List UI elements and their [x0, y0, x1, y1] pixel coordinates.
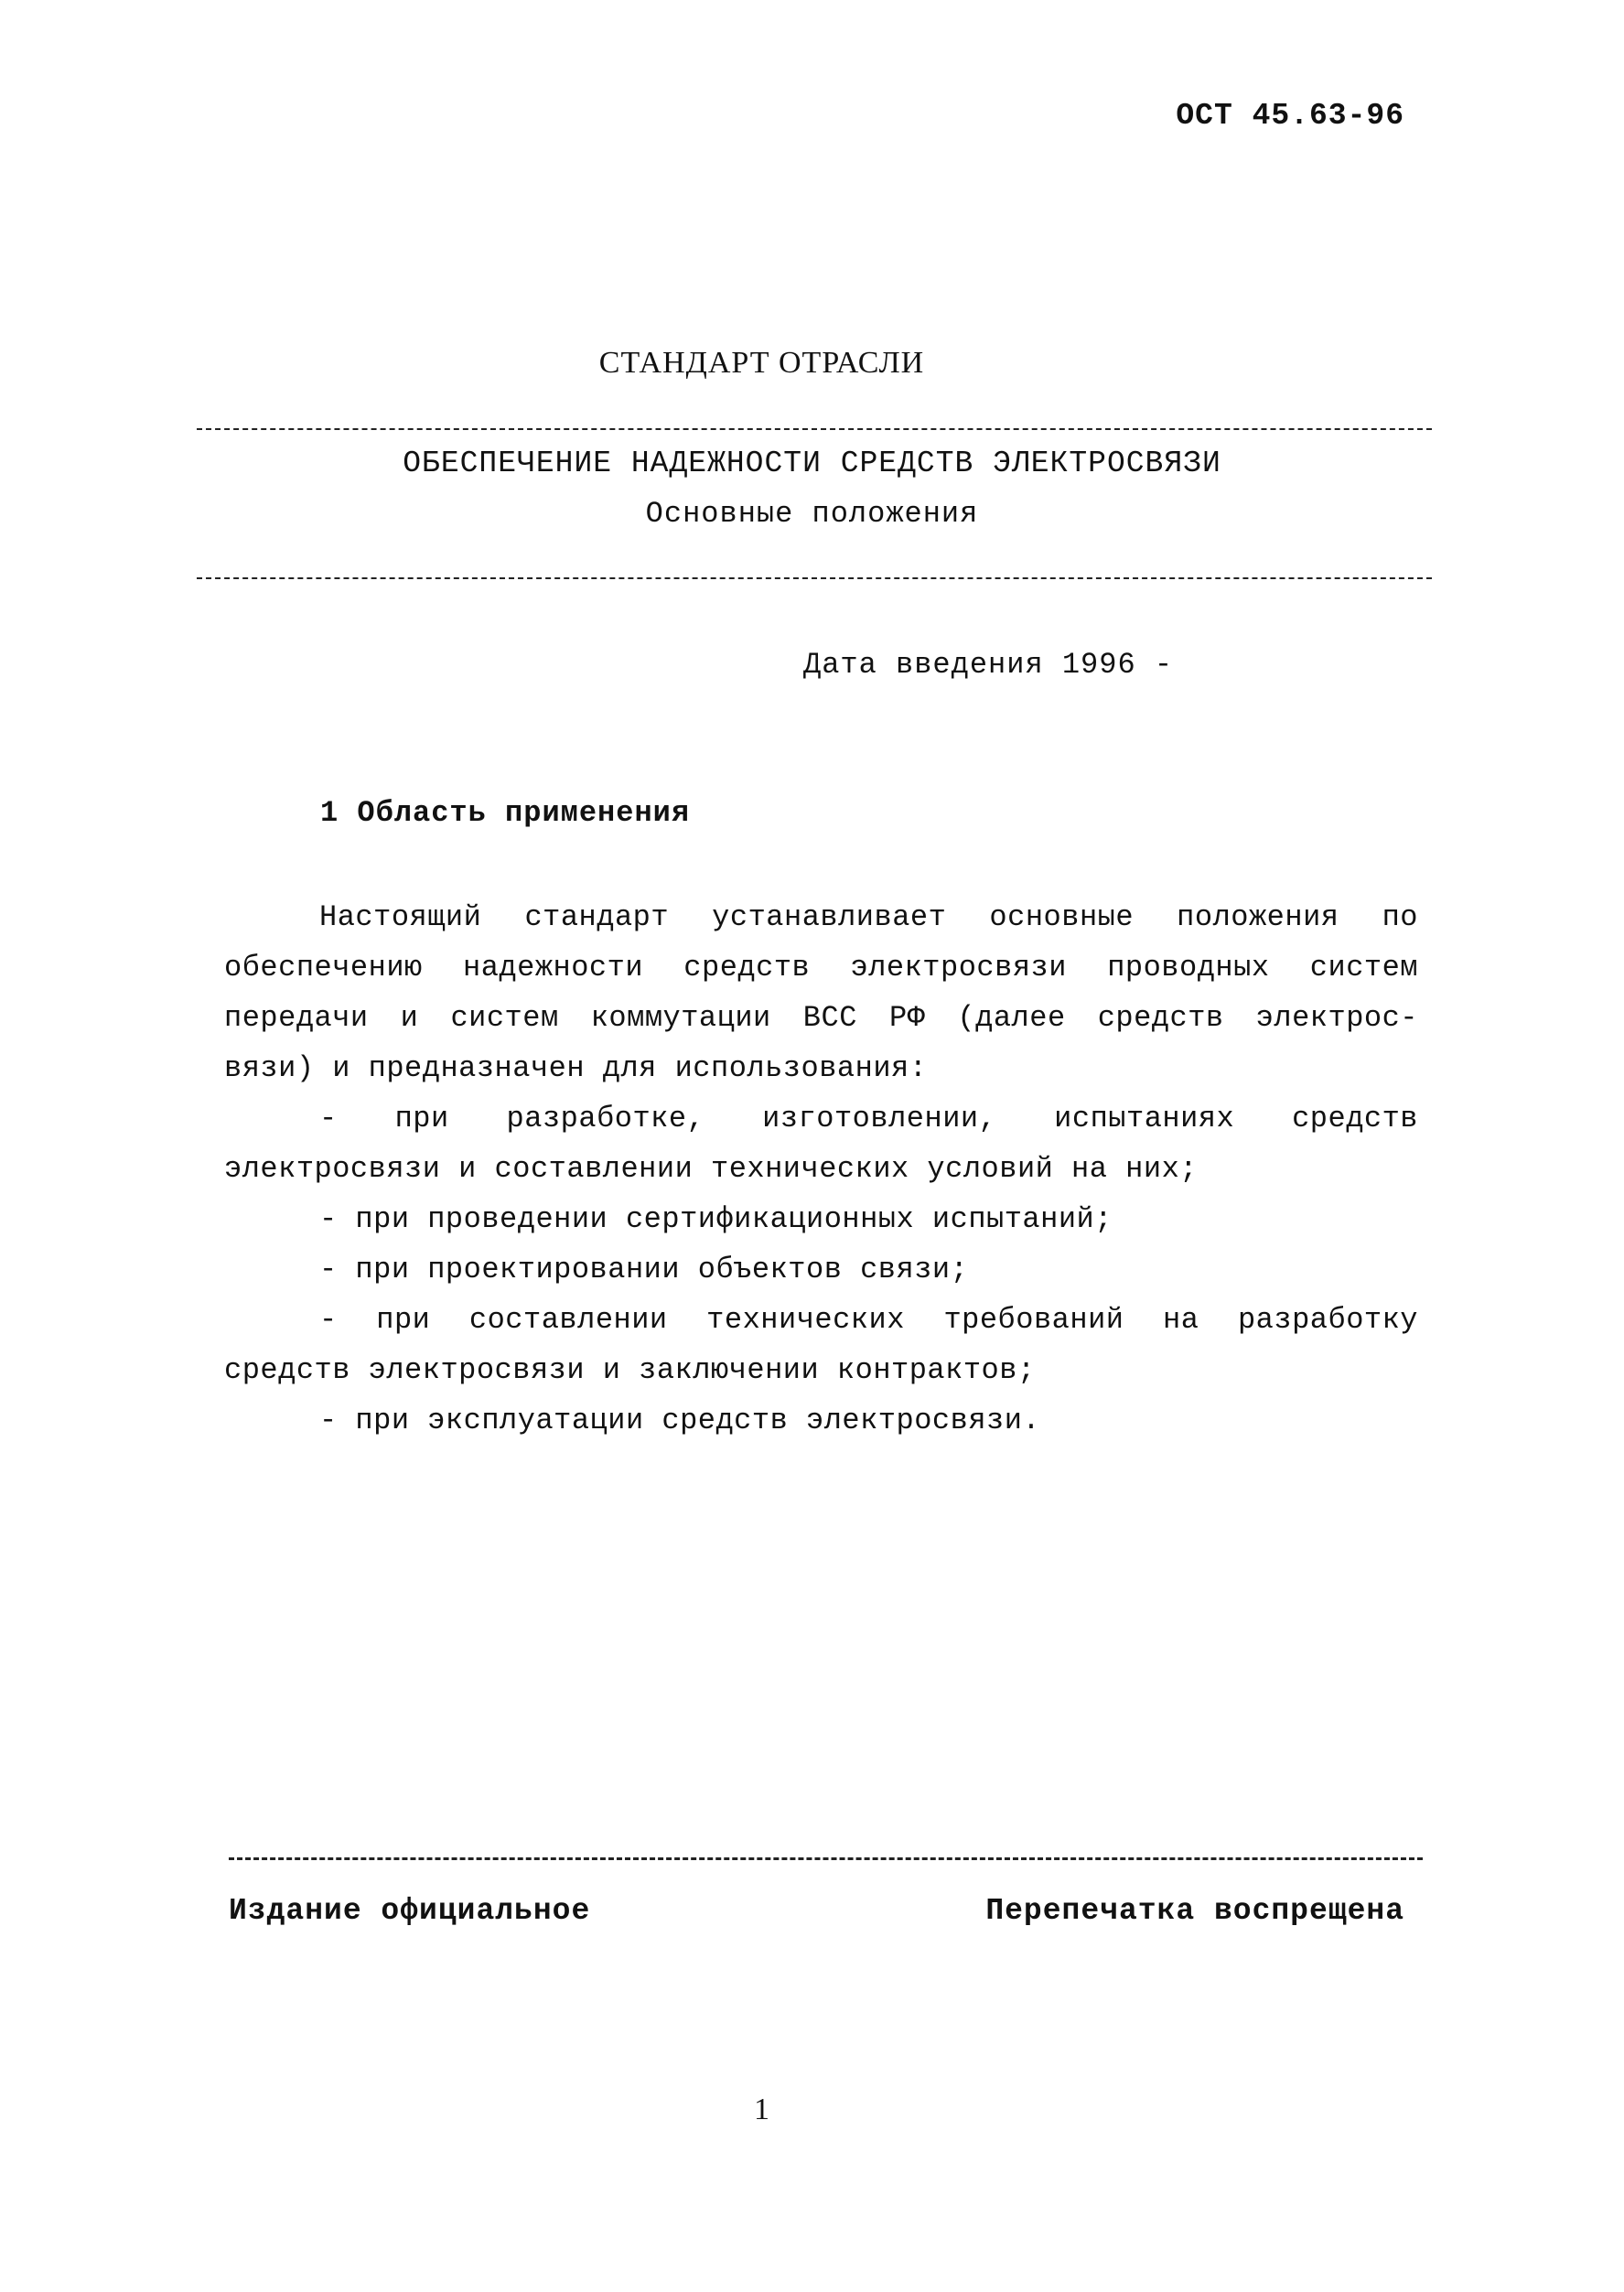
footer-rule	[229, 1857, 1423, 1860]
title-bottom-rule	[197, 577, 1432, 579]
document-title: ОБЕСПЕЧЕНИЕ НАДЕЖНОСТИ СРЕДСТВ ЭЛЕКТРОСВЯЗИ	[403, 447, 1221, 480]
title-top-rule	[197, 428, 1432, 430]
list-item: - при проведении сертификационных испытаний;	[319, 1202, 1113, 1236]
body-line: вязи) и предназначен для использования:	[224, 1051, 928, 1085]
body-line: обеспечению надежности средств электросвязи проводных систем	[224, 951, 1418, 985]
introduction-date: Дата введения 1996 -	[803, 648, 1174, 682]
body-line: передачи и систем коммутации ВСС РФ (далее средств электрос-	[224, 1001, 1418, 1035]
standard-type-label: СТАНДАРТ ОТРАСЛИ	[598, 346, 925, 380]
document-subtitle: Основные положения	[645, 497, 979, 531]
page-number: 1	[754, 2093, 769, 2126]
list-item: - при проектировании объектов связи;	[319, 1253, 969, 1286]
document-code: ОСТ 45.63-96	[1176, 99, 1404, 133]
section-body	[224, 892, 1418, 1446]
body-line: средств электросвязи и заключении контрактов;	[224, 1353, 1036, 1387]
section-heading: 1 Область применения	[320, 796, 691, 830]
body-line: Настоящий стандарт устанавливает основные положения по	[319, 900, 1418, 934]
body-line: электросвязи и составлении технических условий на них;	[224, 1152, 1198, 1186]
reprint-prohibited-label: Перепечатка воспрещена	[985, 1894, 1404, 1928]
list-item: - при разработке, изготовлении, испытаниях средств	[319, 1102, 1418, 1135]
list-item: - при составлении технических требований на разработку	[319, 1303, 1418, 1337]
official-edition-label: Издание официальное	[229, 1894, 591, 1928]
list-item: - при эксплуатации средств электросвязи.	[319, 1404, 1041, 1437]
